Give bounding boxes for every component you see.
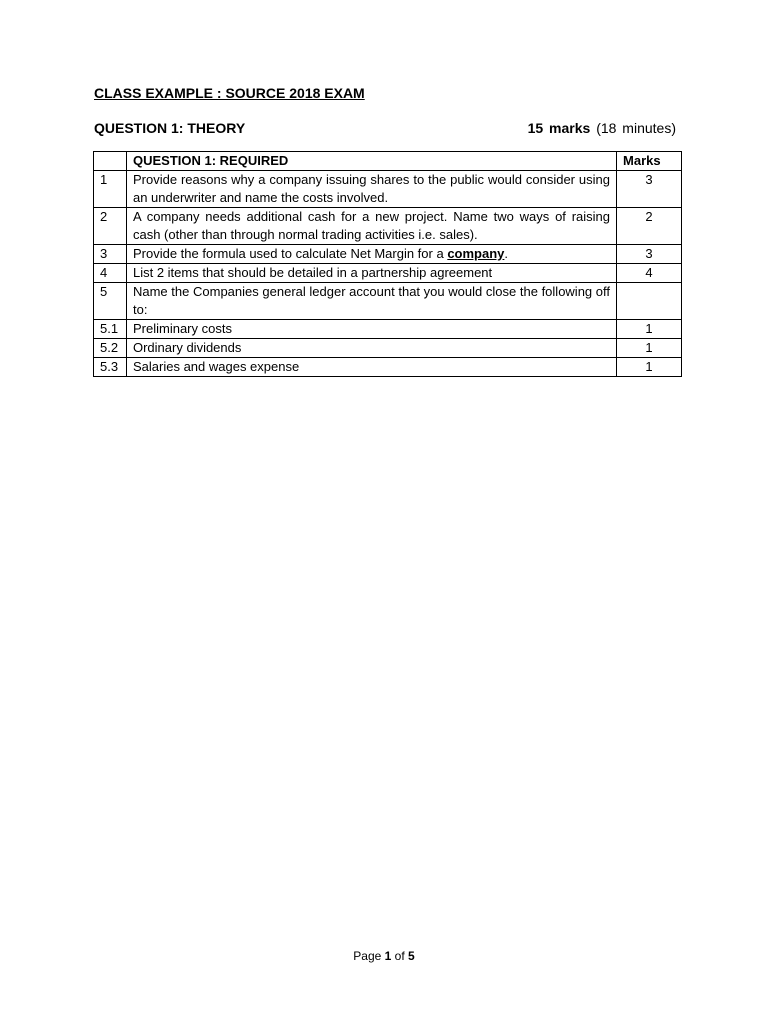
row-number: 5.3 <box>94 358 127 377</box>
row-text: Provide reasons why a company issuing shares to the public would consider using an underwriter and name the costs involved. <box>126 171 616 208</box>
table-row <box>94 283 682 320</box>
table-row <box>94 208 682 245</box>
question-marks: 15 marks <box>527 120 591 136</box>
row-number: 5.1 <box>94 320 127 339</box>
row-text: Salaries and wages expense <box>126 358 616 377</box>
row-text: A company needs additional cash for a new project. Name two ways of raising cash (other than through normal trading activities i.e. sales). <box>126 208 616 245</box>
row-text-after: . <box>504 246 509 261</box>
page-current: 1 <box>384 949 392 963</box>
table-row <box>94 339 682 358</box>
row-text: Preliminary costs <box>126 320 616 339</box>
row-text-before: Provide the formula used to calculate Net Margin for a <box>132 246 448 261</box>
row-marks: 1 <box>617 358 682 377</box>
row-marks: 1 <box>617 339 682 358</box>
row-number: 5.2 <box>94 339 127 358</box>
row-number: 4 <box>94 264 127 283</box>
question-title: QUESTION 1: THEORY <box>94 120 246 136</box>
row-marks: 3 <box>617 171 682 208</box>
page-footer <box>0 949 768 963</box>
table-row <box>94 358 682 377</box>
row-marks: 3 <box>617 245 682 264</box>
document-title: CLASS EXAMPLE : SOURCE 2018 EXAM <box>94 85 365 101</box>
header-marks-cell: Marks <box>617 152 682 171</box>
row-text: Ordinary dividends <box>126 339 616 358</box>
page-total: 5 <box>408 949 415 963</box>
table-row <box>94 171 682 208</box>
table-row <box>94 245 682 264</box>
row-text <box>126 245 616 264</box>
row-number: 5 <box>94 283 127 320</box>
row-text: Name the Companies general ledger account that you would close the following off to: <box>126 283 616 320</box>
question-time: (18 minutes) <box>596 120 676 136</box>
question-header <box>94 120 676 138</box>
table-header-row <box>94 152 682 171</box>
table-row <box>94 320 682 339</box>
requirements-table <box>93 151 682 377</box>
row-marks: 2 <box>617 208 682 245</box>
row-number: 2 <box>94 208 127 245</box>
row-marks: 1 <box>617 320 682 339</box>
header-number-cell <box>94 152 127 171</box>
row-number: 3 <box>94 245 127 264</box>
header-required-cell: QUESTION 1: REQUIRED <box>126 152 616 171</box>
row-text-emphasis: company <box>447 246 505 261</box>
page-word: Page <box>353 949 382 963</box>
row-number: 1 <box>94 171 127 208</box>
row-text: List 2 items that should be detailed in a partnership agreement <box>126 264 616 283</box>
question-marks-info <box>528 120 676 136</box>
page-of-word: of <box>394 949 405 963</box>
table-row <box>94 264 682 283</box>
row-marks: 4 <box>617 264 682 283</box>
row-marks <box>617 283 682 320</box>
